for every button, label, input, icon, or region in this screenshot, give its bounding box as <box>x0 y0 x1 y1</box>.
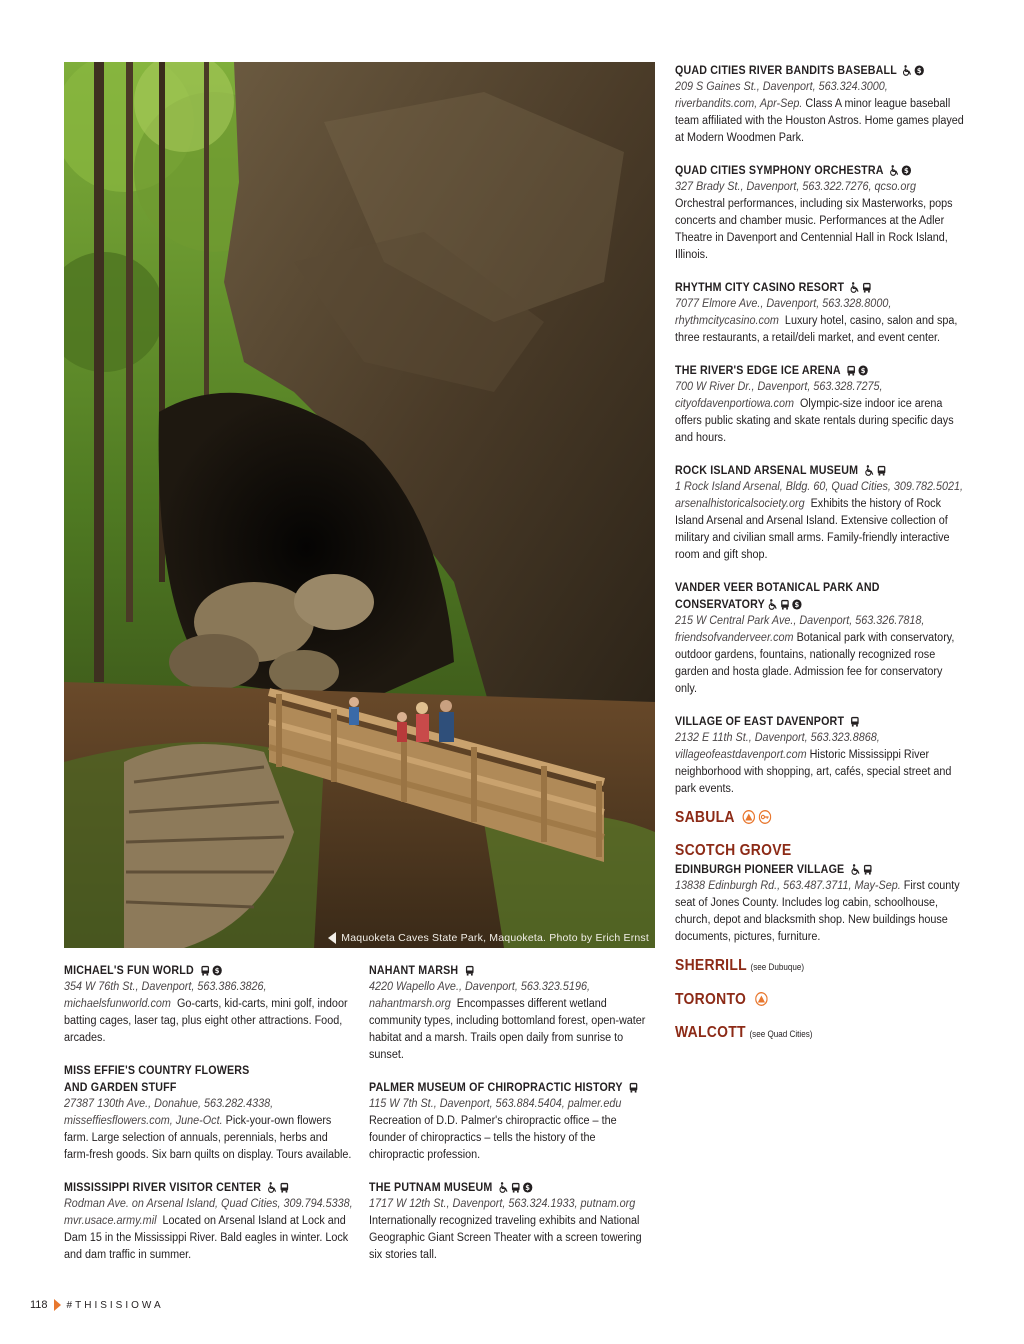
bus-icon <box>200 965 210 976</box>
listing-address: 2132 E 11th St., Davenport, 563.323.8868, villageofeastdavenport.com <box>675 732 880 761</box>
dollar-icon <box>915 65 925 76</box>
town-sherrill <box>675 956 936 977</box>
camping-icon <box>743 810 756 824</box>
town-name: SABULA <box>675 809 735 826</box>
bus-icon <box>862 282 872 293</box>
town-toronto <box>675 990 936 1010</box>
bus-icon <box>876 465 886 476</box>
dollar-icon <box>901 165 911 176</box>
bus-icon <box>279 1182 289 1193</box>
listing-name: MISSISSIPPI RIVER VISITOR CENTER <box>64 1181 262 1194</box>
listing-name: EDINBURGH PIONEER VILLAGE <box>675 863 845 876</box>
listing-name: MICHAEL'S FUN WORLD <box>64 964 194 977</box>
dollar-icon <box>792 599 802 610</box>
dollar-icon <box>858 365 868 376</box>
listing-name: THE RIVER'S EDGE ICE ARENA <box>675 364 841 377</box>
listing-name: MISS EFFIE'S COUNTRY FLOWERS AND GARDEN STUFF <box>64 1064 250 1094</box>
listing-description: Historic Mississippi River neighborhood with shopping, art, cafés, special street and park events. <box>675 749 952 795</box>
listing-river-bandits <box>675 62 965 147</box>
dollar-icon <box>522 1182 532 1193</box>
caption-text: Maquoketa Caves State Park, Maquoketa. Photo by Erich Ernst <box>341 932 649 944</box>
listing-address: 327 Brady St., Davenport, 563.322.7276, qcso.org <box>675 181 916 193</box>
page-footer <box>30 1299 164 1311</box>
amenity-icons <box>846 365 868 376</box>
wheelchair-icon <box>267 1182 277 1193</box>
listing-address: 354 W 76th St., Davenport, 563.386.3826, michaelsfunworld.com <box>64 981 267 1010</box>
camping-icon <box>755 992 768 1006</box>
town-name: WALCOTT <box>675 1024 746 1041</box>
town-name: SCOTCH GROVE <box>675 842 792 859</box>
listing-vander-veer <box>675 579 965 698</box>
bus-icon <box>510 1182 520 1193</box>
column-a <box>64 962 354 1279</box>
listing-name: QUAD CITIES RIVER BANDITS BASEBALL <box>675 64 897 77</box>
listing-description: Encompasses different wetland community types, including bottomland forest, open-water habitat and a marsh. Trails open daily from sunrise to sunset. <box>369 998 646 1061</box>
bus-icon <box>862 864 872 875</box>
listing-rivers-edge-ice-arena <box>675 362 965 447</box>
town-scotch-grove <box>675 841 965 946</box>
listing-address: 7077 Elmore Ave., Davenport, 563.328.8000, rhythmcitycasino.com <box>675 298 892 327</box>
amenity-icons <box>628 1082 638 1093</box>
column-c <box>675 62 965 1044</box>
listing-address: 115 W 7th St., Davenport, 563.884.5404, palmer.edu <box>369 1098 622 1110</box>
listing-name: PALMER MUSEUM OF CHIROPRACTIC HISTORY <box>369 1081 623 1094</box>
amenity-icons <box>768 599 802 610</box>
listing-description: Luxury hotel, casino, salon and spa, three restaurants, a retail/deli market, and event center. <box>675 315 958 344</box>
amenity-icons <box>464 965 474 976</box>
listing-address: 700 W River Dr., Davenport, 563.328.7275, cityofdavenportiowa.com <box>675 381 883 410</box>
listing-name: QUAD CITIES SYMPHONY ORCHESTRA <box>675 164 884 177</box>
listing-nahant-marsh <box>369 962 651 1064</box>
listing-description: Recreation of D.D. Palmer's chiropractic office – the founder of chiropractics – tells the history of the chiropractic profession. <box>369 1115 617 1161</box>
amenity-icons <box>903 65 925 76</box>
amenity-icons <box>850 282 872 293</box>
wheelchair-icon <box>768 599 778 610</box>
listing-address: 215 W Central Park Ave., Davenport, 563.326.7818, friendsofvanderveer.com <box>675 615 925 644</box>
listing-address: Rodman Ave. on Arsenal Island, Quad Cities, 309.794.5338, mvr.usace.army.mil <box>64 1198 353 1227</box>
amenity-icons <box>200 965 222 976</box>
amenity-icons <box>850 716 860 727</box>
chevron-right-icon <box>54 1299 61 1311</box>
listing-miss-effies <box>64 1062 354 1164</box>
amenity-icons <box>850 864 872 875</box>
listing-michaels-fun-world <box>64 962 354 1047</box>
listing-symphony-orchestra <box>675 162 965 264</box>
listing-address: 27387 130th Ave., Donahue, 563.282.4338, misseffiesflowers.com, June-Oct. <box>64 1098 274 1127</box>
listing-name: NAHANT MARSH <box>369 964 459 977</box>
amenity-icons <box>498 1182 532 1193</box>
wheelchair-icon <box>864 465 874 476</box>
photo-caption <box>328 932 649 944</box>
bus-icon <box>628 1082 638 1093</box>
bus-icon <box>780 599 790 610</box>
town-walcott <box>675 1023 936 1044</box>
hashtag: #THISISIOWA <box>66 1299 164 1311</box>
amenity-icons <box>889 165 911 176</box>
listing-village-of-east-davenport <box>675 713 965 798</box>
listing-palmer-museum <box>369 1079 651 1164</box>
listing-description: Pick-your-own flowers farm. Large selection of annuals, perennials, herbs and farm-fresh goods. Six barn quilts on display. Tours available. <box>64 1115 352 1161</box>
listing-description: Internationally recognized traveling exhibits and National Geographic Giant Screen Theater with a screen towering six stories tall. <box>369 1215 642 1261</box>
listing-name: ROCK ISLAND ARSENAL MUSEUM <box>675 464 859 477</box>
bus-icon <box>464 965 474 976</box>
listing-address: 209 S Gaines St., Davenport, 563.324.3000, riverbandits.com, Apr-Sep. <box>675 81 888 110</box>
town-name: SHERRILL <box>675 957 747 974</box>
listing-description: First county seat of Jones County. Includes log cabin, schoolhouse, church, depot and blacksmith shop. New buildings house documents, pictures, furniture. <box>675 880 960 943</box>
caption-arrow-icon <box>328 932 336 944</box>
wheelchair-icon <box>903 65 913 76</box>
listing-description: Olympic-size indoor ice arena offers public skating and skate rentals during specific days and hours. <box>675 398 954 444</box>
listing-address: 1 Rock Island Arsenal, Bldg. 60, Quad Cities, 309.782.5021, arsenalhistoricalsociety.org <box>675 481 964 510</box>
listing-address: 13838 Edinburgh Rd., 563.487.3711, May-Sep. <box>675 880 901 892</box>
listing-mississippi-river-visitor-center <box>64 1179 354 1264</box>
key-icon <box>759 810 772 824</box>
listing-description: Located on Arsenal Island at Lock and Dam 15 in the Mississippi River. Bald eagles in winter. Lock and dam traffic in summer. <box>64 1215 349 1261</box>
listing-rhythm-city-casino <box>675 279 965 347</box>
listing-description: Class A minor league baseball team affiliated with the Houston Astros. Home games played at Modern Woodmen Park. <box>675 98 964 144</box>
listing-name: VANDER VEER BOTANICAL PARK AND CONSERVATORY <box>675 581 880 611</box>
wheelchair-icon <box>850 864 860 875</box>
see-reference: (see Quad Cities) <box>749 1029 813 1039</box>
listing-address: 4220 Wapello Ave., Davenport, 563.323.5196, nahantmarsh.org <box>369 981 590 1010</box>
town-sabula <box>675 808 936 828</box>
wheelchair-icon <box>850 282 860 293</box>
listing-address: 1717 W 12th St., Davenport, 563.324.1933, putnam.org <box>369 1198 636 1210</box>
amenity-icons <box>267 1182 289 1193</box>
wheelchair-icon <box>889 165 899 176</box>
listing-name: VILLAGE OF EAST DAVENPORT <box>675 715 845 728</box>
dollar-icon <box>212 965 222 976</box>
listing-putnam-museum <box>369 1179 651 1264</box>
listing-description: Orchestral performances, including six Masterworks, pops concerts and chamber music. Performances at the Adler Theatre in Davenport and Centennial Hall in Rock Island, Illinois. <box>675 198 953 261</box>
wheelchair-icon <box>498 1182 508 1193</box>
amenity-icons <box>864 465 886 476</box>
bus-icon <box>850 716 860 727</box>
cave-photo <box>64 62 655 948</box>
page-number: 118 <box>30 1299 48 1311</box>
town-name: TORONTO <box>675 991 747 1008</box>
listing-description: Exhibits the history of Rock Island Arsenal and Arsenal Island. Extensive collection of military and civilian small arms. Family-friendly interactive room and gift shop. <box>675 498 950 561</box>
column-b <box>369 962 651 1279</box>
listing-rock-island-arsenal-museum <box>675 462 965 564</box>
bus-icon <box>846 365 856 376</box>
listing-name: THE PUTNAM MUSEUM <box>369 1181 493 1194</box>
listing-description: Go-carts, kid-carts, mini golf, indoor batting cages, laser tag, plus eight other attractions. Food, arcades. <box>64 998 348 1044</box>
listing-name: RHYTHM CITY CASINO RESORT <box>675 281 845 294</box>
listing-description: Botanical park with conservatory, outdoor gardens, fountains, nationally recognized rose garden and hosta glade. Admission fee for conservatory only. <box>675 632 955 695</box>
see-reference: (see Dubuque) <box>750 962 805 972</box>
